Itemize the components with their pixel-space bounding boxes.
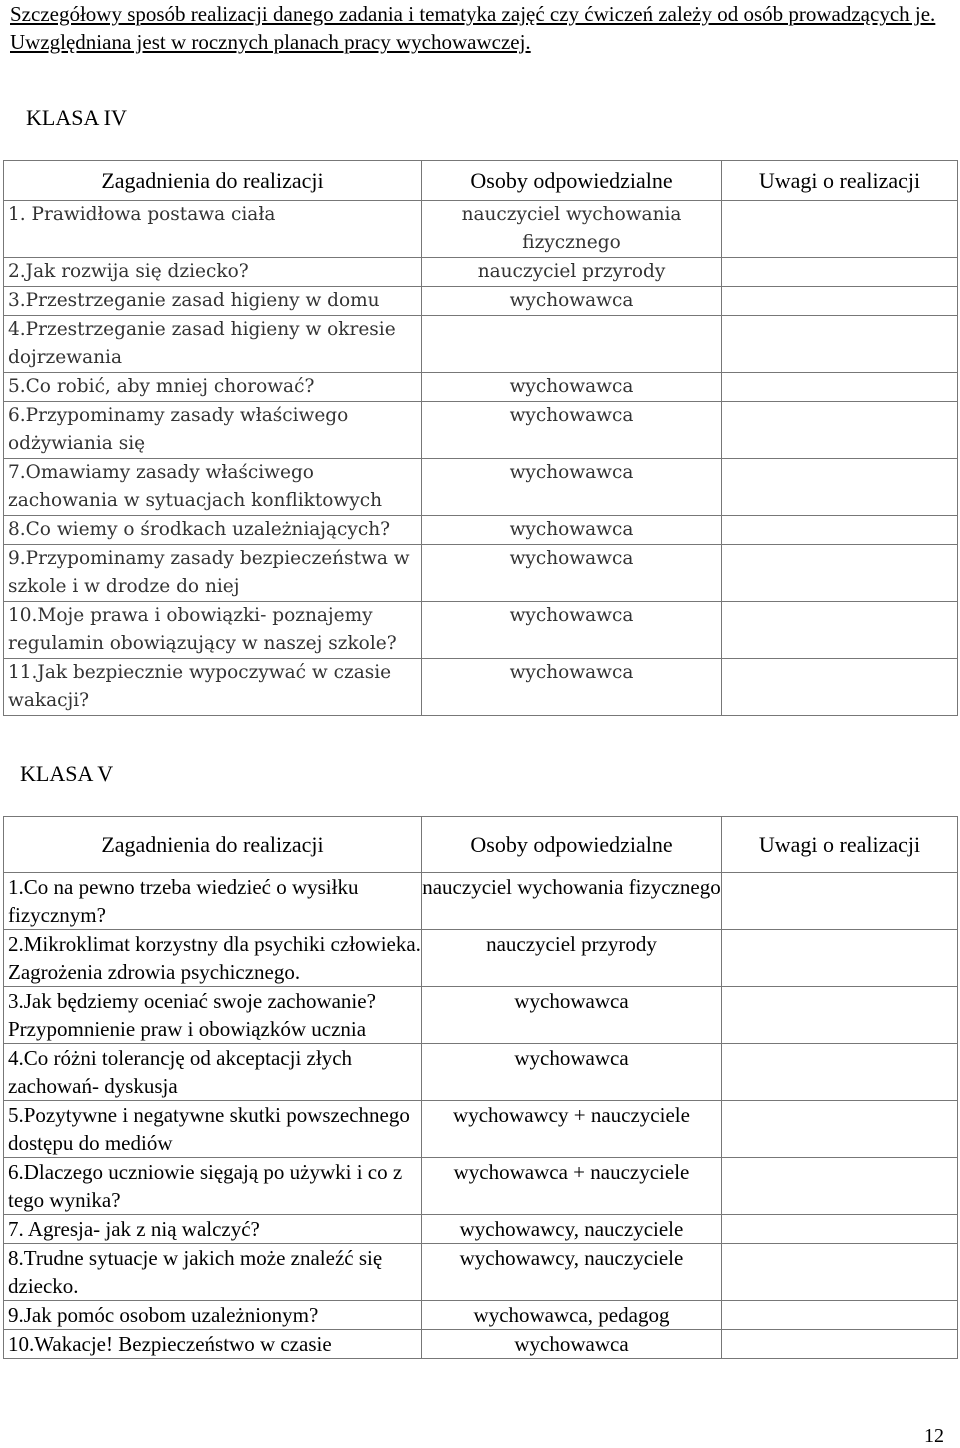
topic-cell: 3.Przestrzeganie zasad higieny w domu [4, 287, 422, 316]
notes-cell [722, 602, 958, 659]
responsible-cell: wychowawcy + nauczyciele [422, 1101, 722, 1158]
table-row [4, 373, 958, 402]
notes-cell [722, 1158, 958, 1215]
klasa-iv-table [3, 160, 958, 716]
notes-cell [722, 287, 958, 316]
responsible-cell: nauczyciel wychowania fizycznego [422, 201, 722, 258]
responsible-cell: wychowawca + nauczyciele [422, 1158, 722, 1215]
notes-cell [722, 1215, 958, 1244]
responsible-cell: wychowawca [422, 459, 722, 516]
responsible-cell: wychowawca, pedagog [422, 1301, 722, 1330]
notes-cell [722, 459, 958, 516]
topic-cell: 8.Co wiemy o środkach uzależniających? [4, 516, 422, 545]
klasa-v-heading: KLASA V [20, 761, 114, 786]
table-row [4, 545, 958, 602]
column-header-notes: Uwagi o realizacji [722, 817, 958, 873]
notes-cell [722, 373, 958, 402]
table-row [4, 1301, 958, 1330]
table-row [4, 873, 958, 930]
responsible-cell: wychowawca [422, 287, 722, 316]
notes-cell [722, 1101, 958, 1158]
responsible-cell: wychowawca [422, 987, 722, 1044]
table-row [4, 459, 958, 516]
responsible-cell: nauczyciel przyrody [422, 930, 722, 987]
responsible-cell: nauczyciel przyrody [422, 258, 722, 287]
notes-cell [722, 659, 958, 716]
topic-cell: 1.Co na pewno trzeba wiedzieć o wysiłku fizycznym? [4, 873, 422, 930]
topic-cell: 5.Co robić, aby mniej chorować? [4, 373, 422, 402]
topic-cell: 4.Co różni tolerancję od akceptacji złych zachowań- dyskusja [4, 1044, 422, 1101]
responsible-cell: wychowawca [422, 1330, 722, 1359]
klasa-iv-heading: KLASA IV [26, 105, 127, 130]
table-row [4, 602, 958, 659]
responsible-cell: wychowawca [422, 1044, 722, 1101]
topic-cell: 7. Agresja- jak z nią walczyć? [4, 1215, 422, 1244]
table-header-row [4, 161, 958, 201]
responsible-cell: wychowawcy, nauczyciele [422, 1215, 722, 1244]
topic-cell: 2.Mikroklimat korzystny dla psychiki człowieka. Zagrożenia zdrowia psychicznego. [4, 930, 422, 987]
column-header-notes: Uwagi o realizacji [722, 161, 958, 201]
table-row [4, 1330, 958, 1359]
table-row [4, 659, 958, 716]
responsible-cell: wychowawca [422, 402, 722, 459]
notes-cell [722, 930, 958, 987]
notes-cell [722, 1330, 958, 1359]
column-header-topics: Zagadnienia do realizacji [4, 161, 422, 201]
topic-cell: 11.Jak bezpiecznie wypoczywać w czasie wakacji? [4, 659, 422, 716]
table-row [4, 287, 958, 316]
topic-cell: 2.Jak rozwija się dziecko? [4, 258, 422, 287]
responsible-cell: wychowawcy, nauczyciele [422, 1244, 722, 1301]
notes-cell [722, 1244, 958, 1301]
responsible-cell: wychowawca [422, 659, 722, 716]
table-row [4, 201, 958, 258]
column-header-responsible: Osoby odpowiedzialne [422, 161, 722, 201]
notes-cell [722, 402, 958, 459]
page-number: 12 [924, 1425, 944, 1447]
table-row [4, 402, 958, 459]
notes-cell [722, 316, 958, 373]
topic-cell: 4.Przestrzeganie zasad higieny w okresie dojrzewania [4, 316, 422, 373]
table-row [4, 258, 958, 287]
klasa-v-table [3, 816, 958, 1359]
table-row [4, 1101, 958, 1158]
column-header-topics: Zagadnienia do realizacji [4, 817, 422, 873]
notes-cell [722, 258, 958, 287]
topic-cell: 8.Trudne sytuacje w jakich może znaleźć się dziecko. [4, 1244, 422, 1301]
table-row [4, 1044, 958, 1101]
responsible-cell [422, 316, 722, 373]
topic-cell: 10.Wakacje! Bezpieczeństwo w czasie [4, 1330, 422, 1359]
notes-cell [722, 201, 958, 258]
responsible-cell: nauczyciel wychowania fizycznego [422, 873, 722, 930]
topic-cell: 10.Moje prawa i obowiązki- poznajemy regulamin obowiązujący w naszej szkole? [4, 602, 422, 659]
responsible-cell: wychowawca [422, 602, 722, 659]
topic-cell: 6.Dlaczego uczniowie sięgają po używki i co z tego wynika? [4, 1158, 422, 1215]
topic-cell: 5.Pozytywne i negatywne skutki powszechnego dostępu do mediów [4, 1101, 422, 1158]
table-row [4, 987, 958, 1044]
notes-cell [722, 1301, 958, 1330]
topic-cell: 9.Przypominamy zasady bezpieczeństwa w szkole i w drodze do niej [4, 545, 422, 602]
notes-cell [722, 545, 958, 602]
table-row [4, 1215, 958, 1244]
table-row [4, 930, 958, 987]
responsible-cell: wychowawca [422, 516, 722, 545]
column-header-responsible: Osoby odpowiedzialne [422, 817, 722, 873]
responsible-cell: wychowawca [422, 545, 722, 602]
notes-cell [722, 873, 958, 930]
table-row [4, 1244, 958, 1301]
topic-cell: 6.Przypominamy zasady właściwego odżywiania się [4, 402, 422, 459]
notes-cell [722, 987, 958, 1044]
topic-cell: 1. Prawidłowa postawa ciała [4, 201, 422, 258]
notes-cell [722, 516, 958, 545]
table-header-row [4, 817, 958, 873]
topic-cell: 7.Omawiamy zasady właściwego zachowania w sytuacjach konfliktowych [4, 459, 422, 516]
topic-cell: 9.Jak pomóc osobom uzależnionym? [4, 1301, 422, 1330]
table-row [4, 1158, 958, 1215]
responsible-cell: wychowawca [422, 373, 722, 402]
notes-cell [722, 1044, 958, 1101]
intro-paragraph: Szczegółowy sposób realizacji danego zadania i tematyka zajęć czy ćwiczeń zależy od osób prowadzących je. Uwzględniana jest w rocznych planach pracy wychowawczej. [10, 2, 936, 54]
topic-cell: 3.Jak będziemy oceniać swoje zachowanie? Przypomnienie praw i obowiązków ucznia [4, 987, 422, 1044]
table-row [4, 516, 958, 545]
table-row [4, 316, 958, 373]
